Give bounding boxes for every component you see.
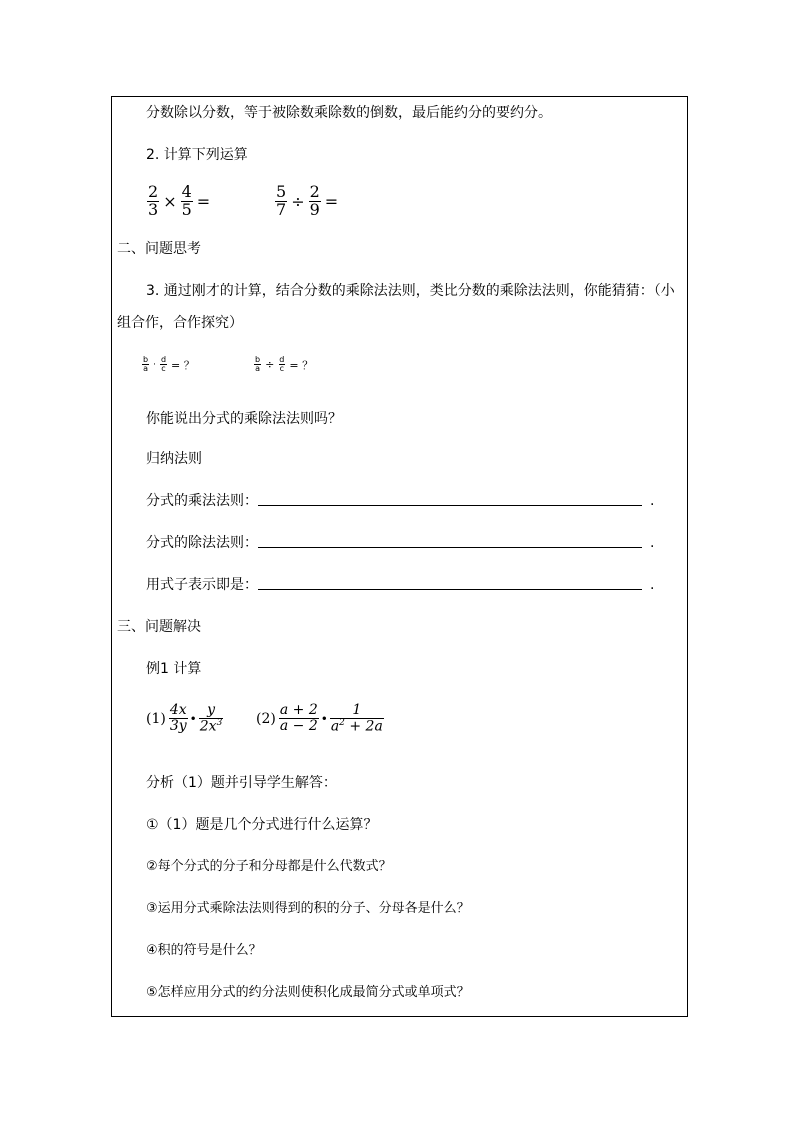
multiply-rule-label: 分式的乘法法则： (146, 493, 258, 509)
item-3-text-cont: 组合作，合作探究） (117, 315, 243, 331)
question-2: ②每个分式的分子和分母都是什么代数式？ (146, 859, 392, 874)
equals-sign: = (196, 191, 211, 211)
worksheet-frame (111, 96, 688, 1017)
fraction: $\frac{5}{7}$ (276, 182, 287, 219)
fraction: $\frac{b}{a}$ (143, 355, 149, 374)
multiply-rule-blank[interactable] (258, 505, 642, 506)
calc-divide (275, 184, 342, 219)
question-4: ④积的符号是什么？ (146, 943, 262, 958)
period: . (650, 535, 655, 551)
example-2-expression (256, 703, 384, 734)
part-label: (1) (146, 710, 166, 727)
section-3-heading: 三、问题解决 (117, 619, 201, 635)
fraction: $\frac{4x}{3y}$ (169, 702, 187, 735)
equals-sign: = (324, 191, 339, 211)
analysis-text: 分析（1）题并引导学生解答： (146, 775, 337, 791)
fraction: $\frac{4}{5}$ (181, 182, 192, 219)
part-label: (2) (256, 710, 276, 727)
divide-sign: ÷ (291, 191, 305, 211)
fraction: $\frac{1}{a^2 + 2a}$ (330, 702, 383, 735)
question-5: ⑤怎样应用分式的约分法则使积化成最简分式或单项式？ (146, 985, 470, 1000)
equals-question: = ？ (289, 358, 314, 372)
period: . (650, 493, 655, 509)
guess-multiply (142, 356, 199, 374)
question-3: ③运用分式乘除法法则得到的积的分子、分母各是什么？ (146, 901, 470, 916)
example-1-expression (146, 703, 223, 734)
fraction: $\frac{a + 2}{a - 2}$ (279, 702, 318, 735)
example-1-heading: 例1 计算 (146, 661, 202, 677)
equals-question: = ？ (171, 358, 195, 372)
times-sign: × (163, 191, 177, 211)
guess-divide (254, 356, 317, 374)
bullet-times: • (320, 711, 328, 726)
question-1: ①（1）题是几个分式进行什么运算？ (146, 817, 378, 833)
period: . (650, 577, 655, 593)
question-rule: 你能说出分式的乘除法法则吗？ (146, 411, 342, 427)
item-2-heading: 2. 计算下列运算 (146, 147, 248, 163)
fraction: $\frac{2}{3}$ (148, 182, 159, 219)
formula-blank[interactable] (258, 589, 642, 590)
bullet-times: • (189, 711, 197, 726)
calc-multiply (147, 184, 214, 219)
summary-heading: 归纳法则 (146, 451, 202, 467)
dot-sign: · (153, 359, 156, 370)
formula-label: 用式子表示即是： (146, 577, 258, 593)
divide-rule-label: 分式的除法法则： (146, 535, 258, 551)
section-2-heading: 二、问题思考 (117, 241, 201, 257)
fraction: $\frac{d}{c}$ (279, 355, 285, 374)
fraction: $\frac{y}{2x^3}$ (199, 702, 223, 735)
fraction: $\frac{b}{a}$ (255, 355, 261, 374)
divide-rule-blank[interactable] (258, 547, 642, 548)
text-division-rule: 分数除以分数，等于被除数乘除数的倒数，最后能约分的要约分。 (146, 105, 552, 121)
fraction: $\frac{2}{9}$ (309, 182, 320, 219)
divide-sign: ÷ (265, 358, 275, 372)
item-3-text: 3. 通过刚才的计算，结合分数的乘除法法则，类比分数的乘除法法则，你能猜猜：（小 (146, 283, 675, 299)
fraction: $\frac{d}{c}$ (160, 355, 167, 374)
